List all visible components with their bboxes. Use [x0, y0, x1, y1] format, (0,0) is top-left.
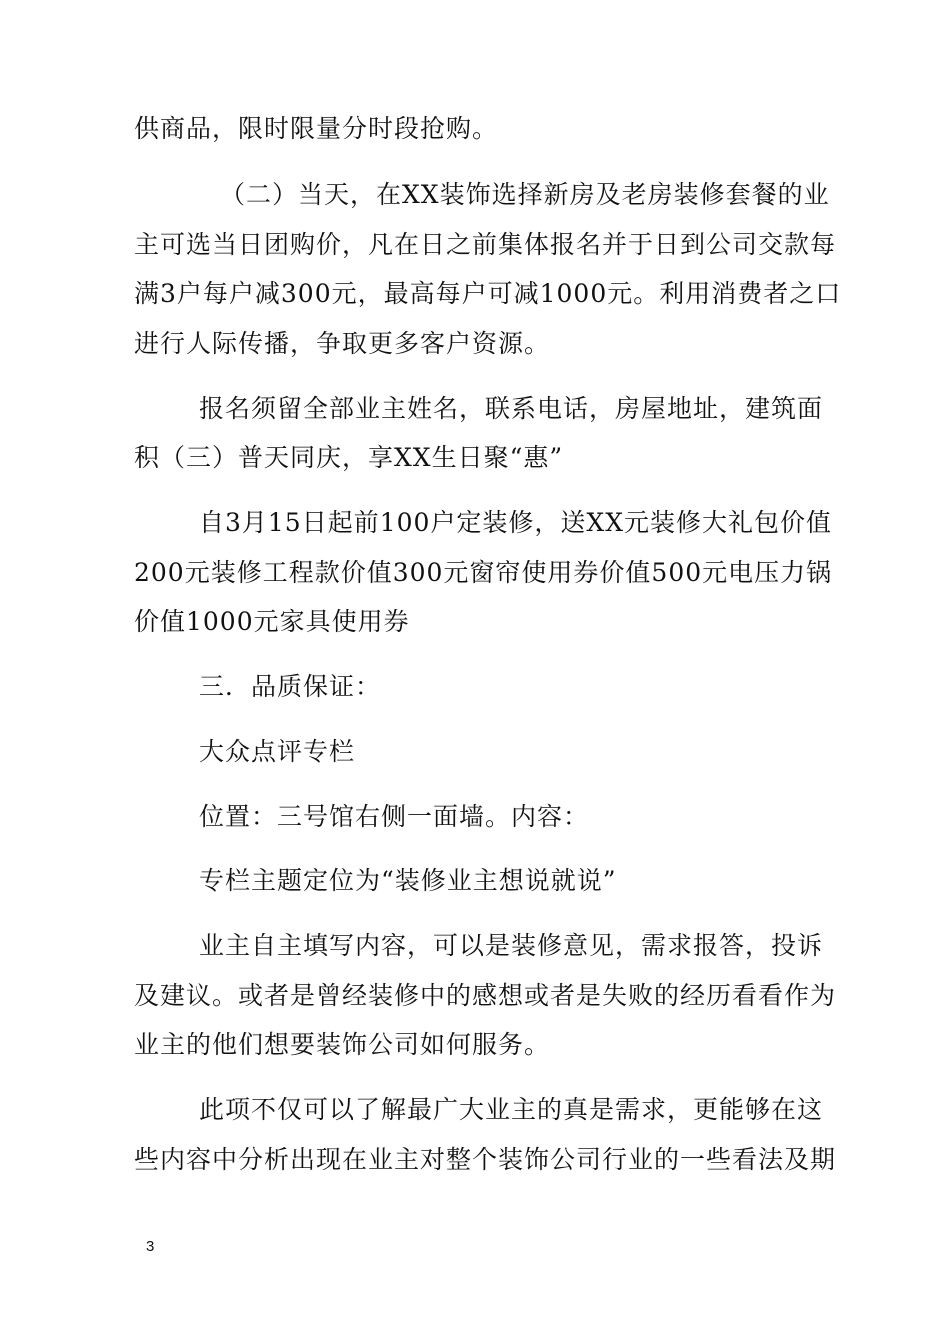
text-line: 业主自主填写内容，可以是装修意见，需求报答，投诉 [199, 931, 824, 960]
text-line: 大众点评专栏 [199, 737, 356, 766]
text-line: 位置：三号馆右侧一面墙。内容： [199, 802, 590, 831]
text-line: 200元装修工程款价值300元窗帘使用券价值500元电压力锅 [134, 558, 833, 587]
text-line: 业主的他们想要装饰公司如何服务。 [134, 1030, 551, 1059]
text-line: 积（三）普天同庆，享XX生日聚“惠” [134, 443, 564, 472]
text-line: 进行人际传播，争取更多客户资源。 [134, 329, 551, 358]
text-line: 价值1000元家具使用券 [134, 607, 410, 636]
page-number: 3 [146, 1238, 155, 1255]
text-line: 及建议。或者是曾经装修中的感想或者是失败的经历看看作为 [134, 981, 837, 1010]
section-heading: 三．品质保证： [199, 672, 382, 701]
text-line: 自3月15日起前100户定装修，送XX元装修大礼包价值 [199, 508, 833, 537]
text-line: 供商品，限时限量分时段抢购。 [134, 114, 499, 143]
text-line: （二）当天，在XX装饰选择新房及老房装修套餐的业 [220, 180, 830, 209]
text-line: 主可选当日团购价，凡在日之前集体报名并于日到公司交款每 [134, 230, 837, 259]
text-line: 专栏主题定位为“装修业主想说就说” [199, 866, 617, 895]
text-line: 此项不仅可以了解最广大业主的真是需求，更能够在这 [199, 1095, 824, 1124]
text-line: 报名须留全部业主姓名，联系电话，房屋地址，建筑面 [199, 394, 824, 423]
text-line: 满3户每户减300元，最高每户可减1000元。利用消费者之口 [134, 279, 842, 308]
text-line: 些内容中分析出现在业主对整个装饰公司行业的一些看法及期 [134, 1145, 837, 1174]
